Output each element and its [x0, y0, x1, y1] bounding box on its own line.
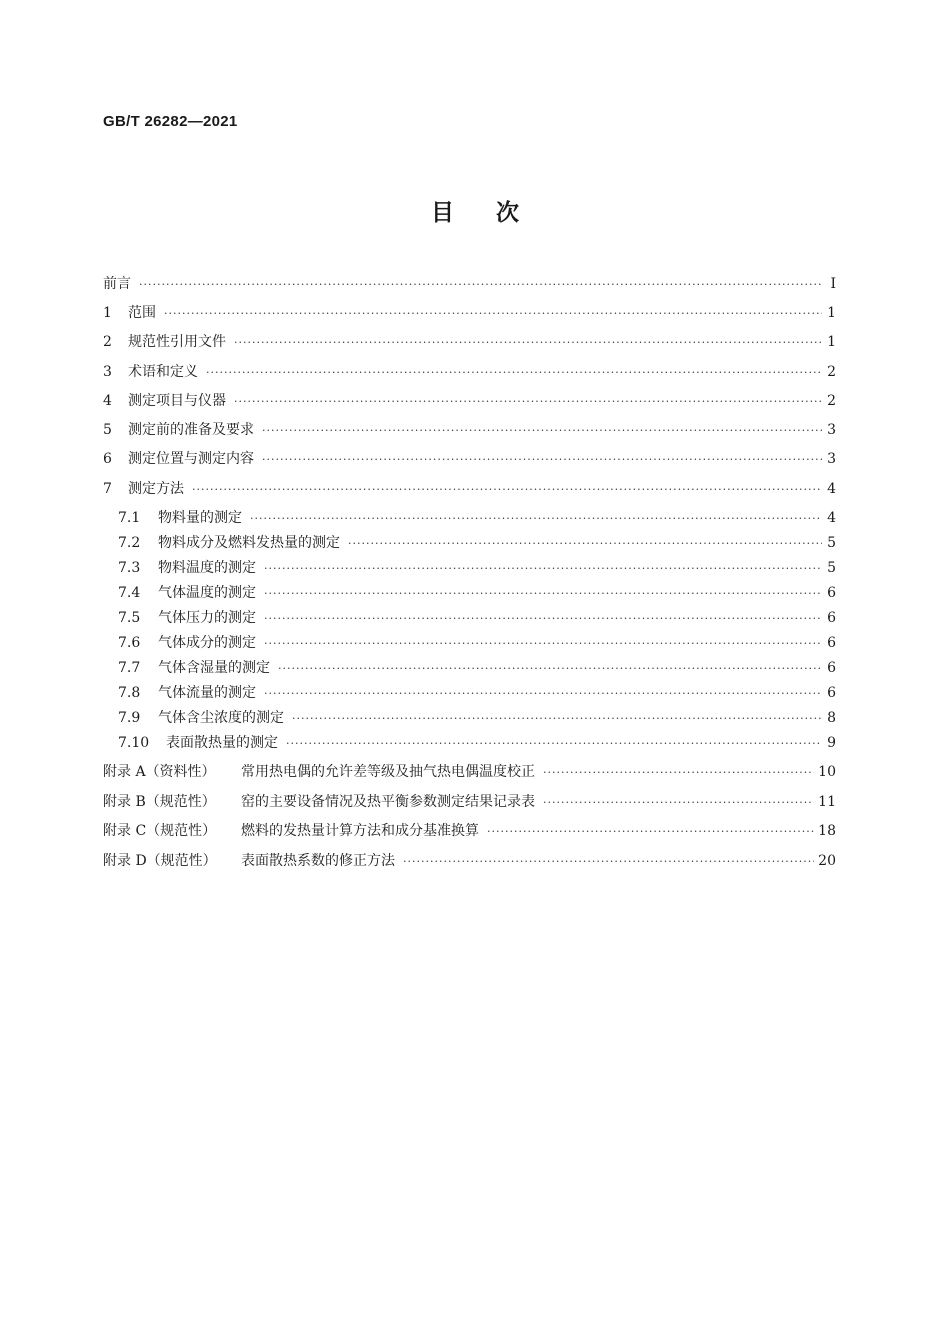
toc-entry-label: 常用热电偶的允许差等级及抽气热电偶温度校正 — [241, 764, 535, 780]
toc-entry-label: 测定前的准备及要求 — [128, 422, 254, 438]
toc-entry-number: 7.3 — [118, 560, 141, 576]
toc-entry-number: 7.4 — [118, 585, 141, 601]
toc-entry-2[interactable] — [103, 331, 836, 353]
toc-page-number: 10 — [818, 764, 836, 780]
toc-entry-label: 测定位置与测定内容 — [128, 451, 254, 467]
toc-entry-label: 气体含湿量的测定 — [158, 660, 270, 676]
toc-leader-dots — [206, 362, 822, 384]
toc-entry-label: 气体含尘浓度的测定 — [158, 710, 284, 726]
toc-entry-number: 附录 A（资料性） — [103, 764, 216, 780]
toc-leader-dots — [234, 391, 822, 413]
toc-leader-dots — [139, 274, 822, 296]
toc-page-number: 6 — [827, 660, 836, 676]
toc-page-number: 9 — [827, 735, 836, 751]
toc-page-number: 6 — [827, 610, 836, 626]
toc-entry-7[interactable] — [103, 478, 836, 500]
toc-entry-number: 7 — [103, 481, 112, 497]
toc-entry-label: 前言 — [103, 276, 131, 292]
toc-leader-dots — [264, 608, 822, 630]
toc-leader-dots — [250, 508, 822, 530]
toc-entry-label: 表面散热系数的修正方法 — [241, 853, 395, 869]
toc-entry-label: 气体流量的测定 — [158, 685, 256, 701]
toc-entry-number: 附录 C（规范性） — [103, 823, 217, 839]
toc-page-number: 4 — [827, 481, 836, 497]
toc-entry-number: 7.1 — [118, 510, 141, 526]
toc-entry-label: 燃料的发热量计算方法和成分基准换算 — [241, 823, 479, 839]
toc-entry-7-2[interactable] — [118, 532, 836, 554]
toc-entry-number: 7.7 — [118, 660, 141, 676]
toc-leader-dots — [264, 633, 822, 655]
toc-leader-dots — [264, 583, 822, 605]
toc-page-number: 6 — [827, 585, 836, 601]
toc-entry-label: 气体成分的测定 — [158, 635, 256, 651]
toc-leader-dots — [164, 303, 822, 325]
toc-entry-appendix-b[interactable] — [103, 791, 836, 813]
toc-entry-label: 气体压力的测定 — [158, 610, 256, 626]
toc-page-number: 20 — [818, 853, 836, 869]
toc-entry-7-7[interactable] — [118, 657, 836, 679]
toc-entry-number: 7.5 — [118, 610, 141, 626]
toc-entry-label: 物料成分及燃料发热量的测定 — [158, 535, 340, 551]
toc-entry-7-5[interactable] — [118, 607, 836, 629]
toc-leader-dots — [234, 332, 822, 354]
toc-page-number: 5 — [827, 560, 836, 576]
toc-page-number: Ⅰ — [830, 276, 836, 292]
toc-entry-number: 3 — [103, 364, 112, 380]
toc-entry-number: 1 — [103, 305, 112, 321]
toc-leader-dots — [348, 533, 822, 555]
toc-page-number: 11 — [818, 794, 836, 810]
toc-leader-dots — [292, 708, 822, 730]
toc-entry-number: 7.10 — [118, 735, 150, 751]
toc-entry-number: 7.2 — [118, 535, 141, 551]
toc-leader-dots — [264, 683, 822, 705]
standard-code: GB/T 26282—2021 — [103, 113, 238, 130]
toc-page-number: 6 — [827, 635, 836, 651]
toc-leader-dots — [192, 479, 822, 501]
toc-page-number: 2 — [827, 364, 836, 380]
toc-entry-5[interactable] — [103, 419, 836, 441]
toc-entry-number: 6 — [103, 451, 112, 467]
toc-leader-dots — [262, 449, 822, 471]
toc-page-number: 18 — [818, 823, 836, 839]
toc-entry-3[interactable] — [103, 361, 836, 383]
toc-entry-label: 气体温度的测定 — [158, 585, 256, 601]
page-title: 目次 — [431, 200, 561, 226]
toc-entry-label: 规范性引用文件 — [128, 334, 226, 350]
toc-entry-number: 4 — [103, 393, 112, 409]
toc-leader-dots — [286, 733, 822, 755]
toc-entry-7-3[interactable] — [118, 557, 836, 579]
toc-page-number: 5 — [827, 535, 836, 551]
toc-entry-number: 5 — [103, 422, 112, 438]
toc-entry-appendix-a[interactable] — [103, 761, 836, 783]
toc-entry-4[interactable] — [103, 390, 836, 412]
toc-entry-label: 表面散热量的测定 — [166, 735, 278, 751]
toc-entry-number: 7.8 — [118, 685, 141, 701]
toc-entry-number: 2 — [103, 334, 112, 350]
toc-leader-dots — [403, 851, 814, 873]
toc-entry-7-1[interactable] — [118, 507, 836, 529]
toc-entry-7-6[interactable] — [118, 632, 836, 654]
toc-leader-dots — [543, 762, 814, 784]
toc-page-number: 3 — [827, 422, 836, 438]
toc-entry-1[interactable] — [103, 302, 836, 324]
toc-entry-appendix-c[interactable] — [103, 820, 836, 842]
toc-entry-label: 范围 — [128, 305, 156, 321]
toc-entry-foreword[interactable] — [103, 273, 836, 295]
toc-leader-dots — [264, 558, 822, 580]
toc-entry-6[interactable] — [103, 448, 836, 470]
toc-entry-number: 7.6 — [118, 635, 141, 651]
toc-page-number: 3 — [827, 451, 836, 467]
toc-leader-dots — [262, 420, 822, 442]
toc-leader-dots — [487, 821, 814, 843]
toc-page-number: 1 — [827, 305, 836, 321]
toc-entry-label: 窑的主要设备情况及热平衡参数测定结果记录表 — [241, 794, 535, 810]
toc-entry-number: 附录 D（规范性） — [103, 853, 217, 869]
toc-page-number: 2 — [827, 393, 836, 409]
toc-entry-label: 术语和定义 — [128, 364, 198, 380]
toc-entry-7-10[interactable] — [118, 732, 836, 754]
toc-entry-label: 测定方法 — [128, 481, 184, 497]
toc-entry-label: 测定项目与仪器 — [128, 393, 226, 409]
toc-entry-7-9[interactable] — [118, 707, 836, 729]
toc-page-number: 6 — [827, 685, 836, 701]
toc-entry-label: 物料温度的测定 — [158, 560, 256, 576]
toc-entry-7-8[interactable] — [118, 682, 836, 704]
toc-page-number: 1 — [827, 334, 836, 350]
toc-leader-dots — [543, 792, 814, 814]
toc-leader-dots — [278, 658, 822, 680]
toc-entry-number: 附录 B（规范性） — [103, 794, 216, 810]
toc-entry-7-4[interactable] — [118, 582, 836, 604]
toc-page-number: 4 — [827, 510, 836, 526]
toc-entry-appendix-d[interactable] — [103, 850, 836, 872]
toc-entry-label: 物料量的测定 — [158, 510, 242, 526]
toc-entry-number: 7.9 — [118, 710, 141, 726]
toc-page-number: 8 — [827, 710, 836, 726]
